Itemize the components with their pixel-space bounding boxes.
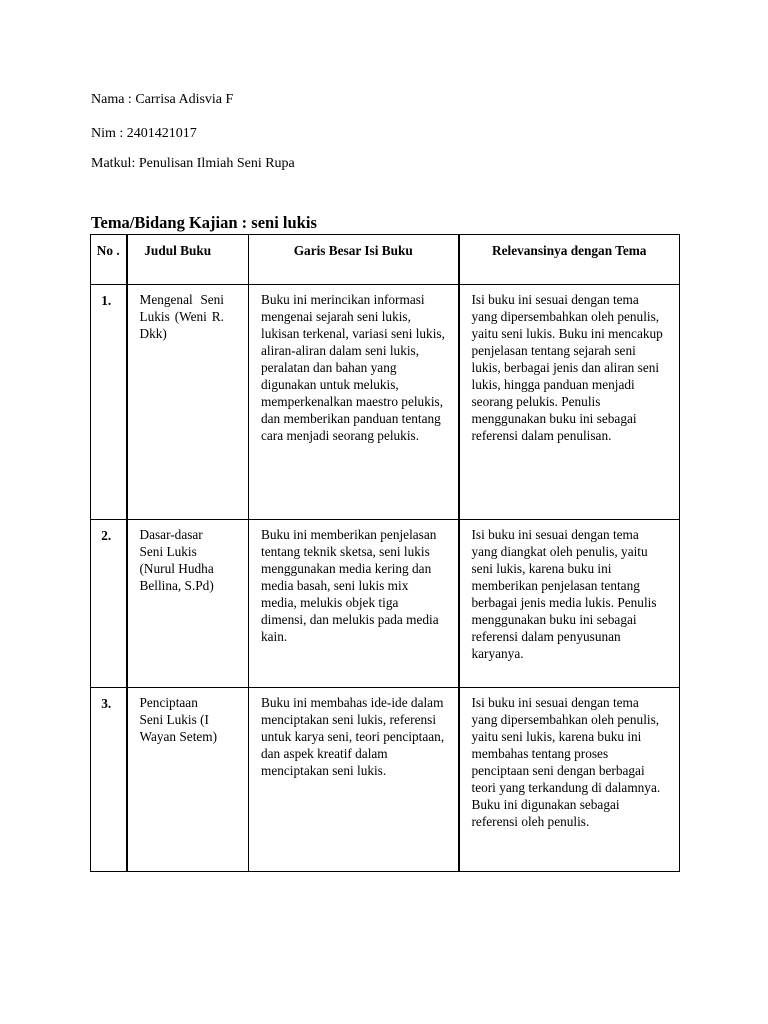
page-title: Tema/Bidang Kajian : seni lukis bbox=[91, 213, 317, 232]
book-relevance: Isi buku ini sesuai dengan tema yang dipersembahkan oleh penulis, yaitu seni lukis, karena buku ini membahas tentang proses penciptaan seni dengan berbagai teori yang terkandung di dalamnya. Buku ini digunakan sebagai referensi oleh penulis. bbox=[471, 695, 661, 829]
column-header-relevansi: Relevansinya dengan Tema bbox=[459, 235, 680, 285]
book-title: Dasar-dasar Seni Lukis (Nurul Hudha Bellina, S.Pd) bbox=[139, 527, 214, 593]
row-number: 2. bbox=[101, 528, 112, 543]
table-row bbox=[91, 688, 680, 872]
student-name: Nama : Carrisa Adisvia F bbox=[91, 92, 234, 107]
book-review-table bbox=[90, 234, 680, 872]
row-number: 3. bbox=[101, 696, 112, 711]
book-summary: Buku ini membahas ide-ide dalam menciptakan seni lukis, referensi untuk karya seni, teori penciptaan, dan aspek kreatif dalam menciptakan seni lukis. bbox=[261, 695, 445, 778]
column-header-no: No . bbox=[91, 235, 127, 285]
column-header-garis-besar: Garis Besar Isi Buku bbox=[249, 235, 459, 285]
book-relevance: Isi buku ini sesuai dengan tema yang diangkat oleh penulis, yaitu seni lukis, karena buku ini memberikan penjelasan tentang berbagai jenis media lukis. Penulis menggunakan buku ini sebagai referensi dalam penyusunan karyanya. bbox=[471, 527, 657, 661]
column-header-judul: Judul Buku bbox=[127, 235, 249, 285]
table-row bbox=[91, 520, 680, 688]
course-name: Matkul: Penulisan Ilmiah Seni Rupa bbox=[91, 156, 295, 171]
book-summary: Buku ini merincikan informasi mengenai sejarah seni lukis, lukisan terkenal, variasi seni lukis, aliran-aliran dalam seni lukis, peralatan dan bahan yang digunakan untuk melukis, memperkenalkan maestro pelukis, dan memberikan panduan tentang cara menjadi seorang pelukis. bbox=[261, 292, 445, 443]
book-title: Mengenal Seni Lukis (Weni R. Dkk) bbox=[139, 292, 224, 341]
student-nim: Nim : 2401421017 bbox=[91, 126, 197, 141]
row-number: 1. bbox=[101, 293, 112, 308]
book-relevance: Isi buku ini sesuai dengan tema yang dipersembahkan oleh penulis, yaitu seni lukis. Buku ini mencakup penjelasan tentang sejarah seni lukis, berbagai jenis dan aliran seni lukis, hingga panduan menjadi seorang pelukis. Penulis menggunakan buku ini sebagai referensi dalam penulisan. bbox=[471, 292, 663, 443]
book-title: Penciptaan Seni Lukis (I Wayan Setem) bbox=[139, 695, 218, 744]
table-row bbox=[91, 285, 680, 520]
table-header-row bbox=[91, 235, 680, 285]
book-summary: Buku ini memberikan penjelasan tentang teknik sketsa, seni lukis menggunakan media kering dan media basah, seni lukis mix media, melukis objek tiga dimensi, dan melukis pada media kain. bbox=[261, 527, 439, 644]
